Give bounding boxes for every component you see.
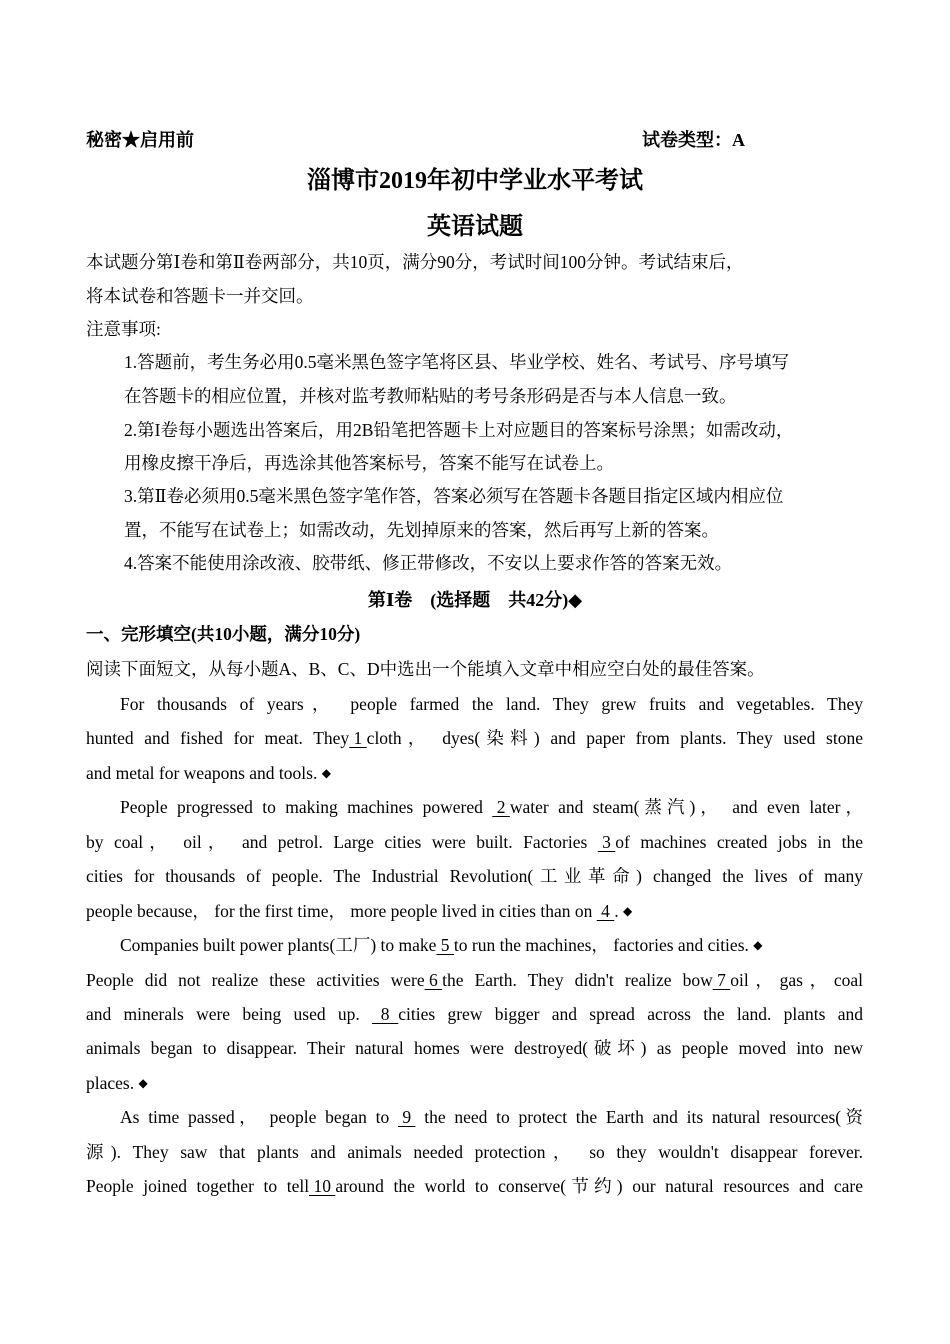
passage-text: Companies built power plants(工厂) to make <box>120 935 437 955</box>
passage-text: to run the machines， factories and cities. <box>453 935 749 955</box>
note-line: 2.第I卷每小题选出答案后，用2B铅笔把答题卡上对应题目的答案标号涂黑；如需改动， <box>124 420 794 440</box>
passage-line: cities for thousands of people. The Industrial Revolution(工业革命) changed the lives of many <box>86 866 863 886</box>
passage-line: 源). They saw that plants and animals needed protection， so they wouldn't disappear forever. <box>86 1142 863 1162</box>
blank-3: 3 <box>597 832 616 852</box>
blank-2: 2 <box>492 797 510 817</box>
exam-subtitle: 英语试题 <box>427 214 523 240</box>
passage-text: people because， for the first time， more people lived in cities than on <box>86 901 597 921</box>
blank-4: 4 <box>596 901 615 921</box>
passage-text: People progressed to making machines powered <box>120 797 493 817</box>
passage-text: of machines created jobs in the <box>615 832 863 852</box>
note-line: 在答题卡的相应位置，并核对监考教师粘贴的考号条形码是否与本人信息一致。 <box>124 386 737 406</box>
passage-text: by coal， oil， and petrol. Large cities were built. Factories <box>86 832 598 852</box>
note-line: 用橡皮擦干净后，再选涂其他答案标号，答案不能写在试卷上。 <box>124 453 614 473</box>
diamond-icon: ◆ <box>321 766 331 780</box>
part-one-title: 第Ⅰ卷 (选择题 共42分)◆ <box>367 590 583 610</box>
passage-line <box>86 726 863 750</box>
note-line: 3.第Ⅱ卷必须用0.5毫米黑色签字笔作答，答案必须写在答题卡各题目指定区域内相应位 <box>124 486 784 506</box>
passage-line <box>86 899 863 925</box>
exam-title: 淄博市2019年初中学业水平考试 <box>307 168 643 194</box>
blank-7: 7 <box>712 970 731 990</box>
passage-line <box>120 795 863 819</box>
blank-1: 1 <box>349 728 367 748</box>
passage-text: around the world to conserve(节约) our natural resources and care <box>335 1176 863 1196</box>
notes-title: 注意事项: <box>86 319 161 339</box>
instruction: 阅读下面短文，从每小题A、B、C、D中选出一个能填入文章中相应空白处的最佳答案。 <box>86 659 765 679</box>
paper-type-label: 试卷类型：A <box>642 130 745 150</box>
blank-10: 10 <box>309 1176 336 1196</box>
passage-text: . <box>614 901 619 921</box>
passage-line: For thousands of years， people farmed the land. They grew fruits and vegetables. They <box>120 694 863 714</box>
passage-text: water and steam(蒸汽)， and even later， <box>509 797 863 817</box>
diamond-icon: ◆ <box>753 938 763 952</box>
passage-text: cities grew bigger and spread across the land. plants and <box>398 1004 863 1024</box>
passage-text: the need to protect the Earth and its natural resources(资 <box>415 1107 863 1127</box>
passage-text: People joined together to tell <box>86 1176 310 1196</box>
diamond-icon: ◆ <box>623 904 633 918</box>
blank-9: 9 <box>397 1107 416 1127</box>
note-line: 置，不能写在试卷上；如需改动，先划掉原来的答案，然后再写上新的答案。 <box>124 520 719 540</box>
passage-text: and metal for weapons and tools. <box>86 763 318 783</box>
passage-line <box>86 968 863 992</box>
passage-line <box>86 830 863 854</box>
passage-text: People did not realize these activities were <box>86 970 425 990</box>
passage-text: As time passed， people began to <box>120 1107 398 1127</box>
note-line: 1.答题前，考生务必用0.5毫米黑色签字笔将区县、毕业学校、姓名、考试号、序号填写 <box>124 352 789 372</box>
passage-text: places. <box>86 1073 135 1093</box>
confidential-label: 秘密★启用前 <box>86 130 194 150</box>
blank-5: 5 <box>436 935 454 955</box>
passage-text: the Earth. They didn't realize bow <box>442 970 713 990</box>
note-line: 4.答案不能使用涂改液、胶带纸、修正带修改，不安以上要求作答的答案无效。 <box>124 553 733 573</box>
passage-text: cloth， dyes(染料) and paper from plants. They used stone <box>366 728 863 748</box>
intro-line-2: 将本试卷和答题卡一并交回。 <box>86 286 314 306</box>
passage-line <box>86 761 863 787</box>
passage-text: hunted and fished for meat. They <box>86 728 350 748</box>
blank-6: 6 <box>424 970 443 990</box>
blank-8: 8 <box>372 1004 399 1024</box>
passage-line <box>86 1071 863 1097</box>
passage-line <box>120 933 863 959</box>
passage-line <box>86 1174 863 1198</box>
passage-line: animals began to disappear. Their natural homes were destroyed(破坏) as people moved into new <box>86 1038 863 1058</box>
passage-text: and minerals were being used up. <box>86 1004 373 1024</box>
diamond-icon: ◆ <box>138 1076 148 1090</box>
section-title: 一、完形填空(共10小题，满分10分) <box>86 624 361 644</box>
passage-line <box>86 1002 863 1026</box>
passage-text: oil，gas，coal <box>730 970 864 990</box>
intro-line-1: 本试题分第Ⅰ卷和第Ⅱ卷两部分，共10页，满分90分，考试时间100分钟。考试结束后， <box>86 252 744 272</box>
passage-line <box>120 1105 863 1129</box>
